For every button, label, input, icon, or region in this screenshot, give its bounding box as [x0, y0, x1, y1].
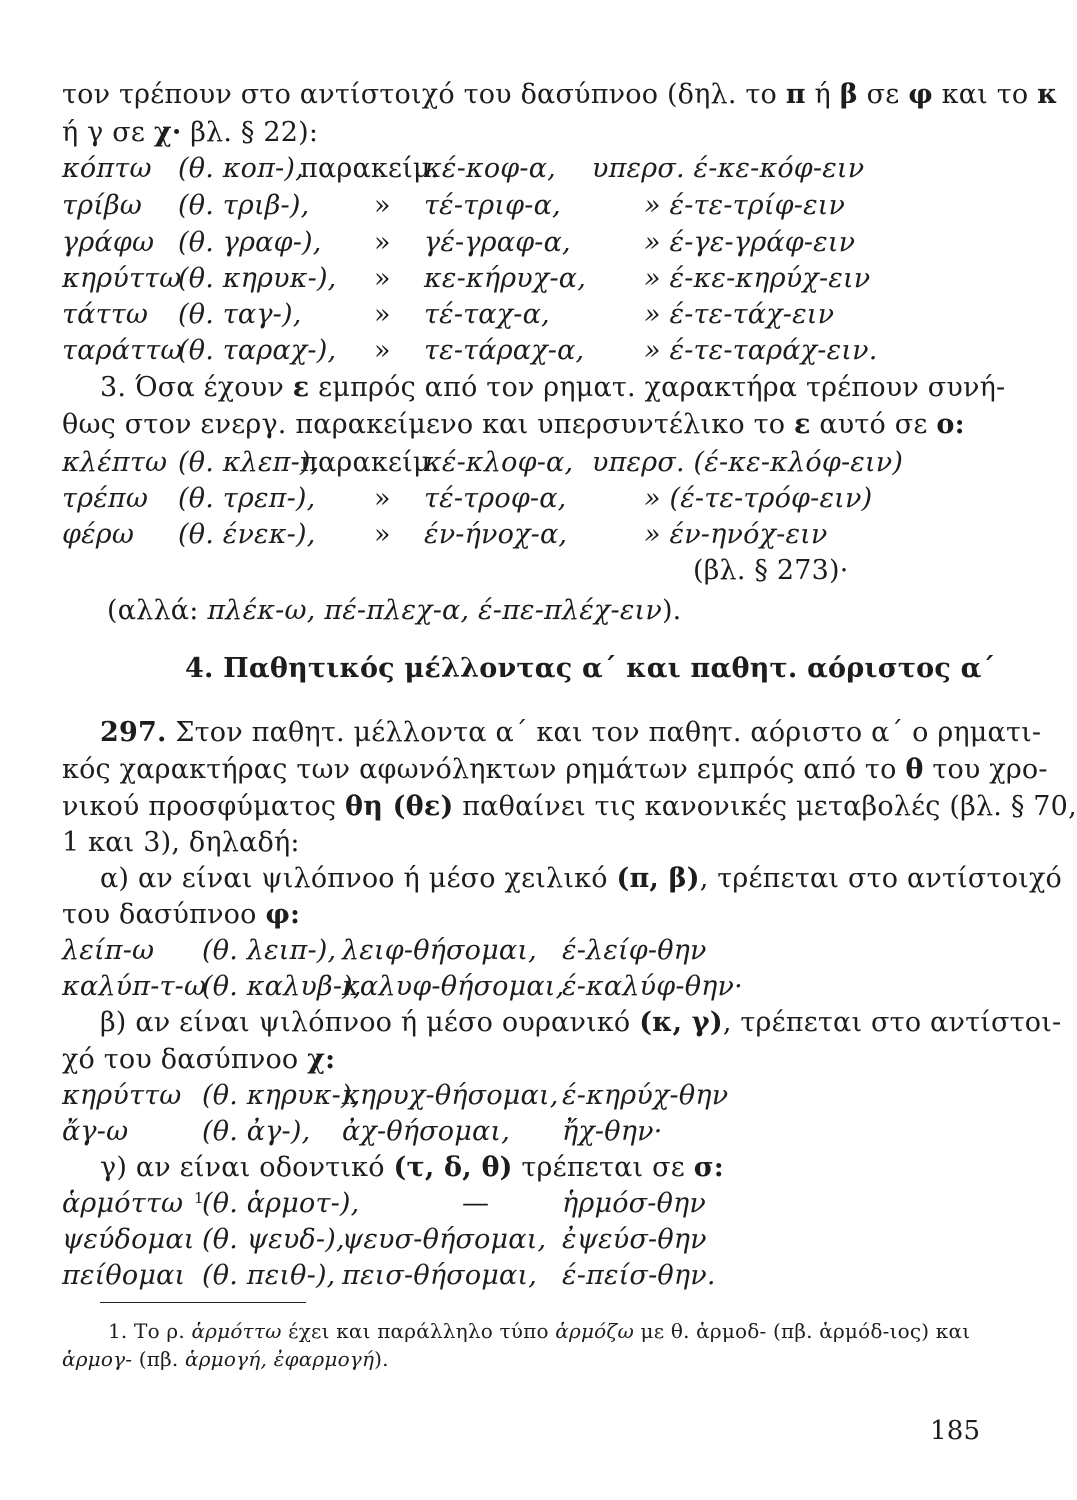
rule-b-line-2: χό του δασύπνοο χ:: [62, 1044, 336, 1075]
rule-b-line-1: β) αν είναι ψιλόπνοο ή μέσο ουρανικό (κ, γ), τρέπεται στο αντίστοι-: [100, 1007, 1062, 1038]
exception-note: (αλλά: πλέκ-ω, πέ-πλεχ-α, έ-πε-πλέχ-ειν).: [107, 595, 682, 626]
rule-a-line-1: α) αν είναι ψιλόπνοο ή μέσο χειλικό (π, β), τρέπεται στο αντίστοιχό: [100, 863, 1062, 894]
intro-line-2: ή γ σε χ· βλ. § 22):: [62, 117, 319, 148]
para297-line-4: 1 και 3), δηλαδή:: [62, 827, 300, 858]
rule-a-line-2: του δασύπνοο φ:: [62, 899, 301, 930]
footnote-line-2: ἁρμογ- (πβ. ἁρμογή, ἐφαρμογή).: [62, 1347, 389, 1371]
rule-c-line-1: γ) αν είναι οδοντικό (τ, δ, θ) τρέπεται σε σ:: [100, 1152, 724, 1183]
para297-line-1: 297. Στον παθητ. μέλλοντα α΄ και τον παθητ. αόριστο α΄ ο ρηματι-: [100, 717, 1042, 748]
book-page: τον τρέπουν στο αντίστοιχό του δασύπνοο (δηλ. το π ή β σε φ και το κ ή γ σε χ· βλ. § 22): κόπτω (θ. κοπ-), παρακείμ. κέ-κοφ-α, υπερσ. έ-κε-κόφ-ειν τρίβω (θ. τριβ-), » τέ-τριφ-α, » έ-τε-τρίφ-ειν γράφω (θ. γραφ-), » γέ-γραφ-α, » έ-γε-γράφ-ειν κηρύττω (θ. κηρυκ-), » κε-κήρυχ-α, » έ-κε-κηρύχ-ειν τάττω (θ. ταγ-), » τέ-ταχ-α, » έ-τε-τάχ-ειν ταράττω (θ. ταραχ-), » τε-τάραχ-α, » έ-τε-ταράχ-ειν. 3. Όσα έχουν ε εμπρός από τον ρηματ. χαρακτήρα τρέπουν συνή- θως στον ενεργ. παρακείμενο και υπερσυντέλικο το ε αυτό σε ο: κλέπτω (θ. κλεπ-), παρακείμ. κέ-κλοφ-α, υπερσ. (έ-κε-κλόφ-ειν) τρέπω (θ. τρεπ-), » τέ-τροφ-α, » (έ-τε-τρόφ-ειν) φέρω (θ. ένεκ-), » έν-ήνοχ-α, » έν-ηνόχ-ειν (βλ. § 273)· (αλλά: πλέκ-ω, πέ-πλεχ-α, έ-πε-πλέχ-ειν). 4. Παθητικός μέλλοντας α΄ και παθητ. αόριστος α΄ 297. Στον παθητ. μέλλοντα α΄ και τον παθητ. αόριστο α΄ ο ρηματι- κός χαρακτήρας των αφωνόληκτων ρημάτων εμπρός από το θ του χρο- νικού προσφύματος θη (θε) παθαίνει τις κανονικές μεταβολές (βλ. § 70, 1 και 3), δηλαδή: α) αν είναι ψιλόπνοο ή μέσο χειλικό (π, β), τρέπεται στο αντίστοιχό του δασύπνοο φ: λείπ-ω (θ. λειπ-), λειφ-θήσομαι, έ-λείφ-θην καλύπ-τ-ω (θ. καλυβ-), καλυφ-θήσομαι, έ-καλύφ-θην· β) αν είναι ψιλόπνοο ή μέσο ουρανικό (κ, γ), τρέπεται στο αντίστοι- χό του δασύπνοο χ: κηρύττω (θ. κηρυκ-), κηρυχ-θήσομαι, έ-κηρύχ-θην ἄγ-ω (θ. ἀγ-), ἀχ-θήσομαι, ἤχ-θην· γ) αν είναι οδοντικό (τ, δ, θ) τρέπεται σε σ: ἁρμόττω 1 (θ. ἁρμοτ-), — ἡρμόσ-θην ψεύδομαι (θ. ψευδ-), ψευσ-θήσομαι, ἐψεύσ-θην πείθομαι (θ. πειθ-), πεισ-θήσομαι, έ-πείσ-θην. 1. Το ρ. ἁρμόττω έχει και παράλληλο τύπο ἁρμόζω με θ. ἁρμοδ- (πβ. ἁρμόδ-ιος) και ἁρμογ- (πβ. ἁρμογή, ἐφαρμογή). 185: [62, 79, 1077, 1446]
footnote-line-1: 1. Το ρ. ἁρμόττω έχει και παράλληλο τύπο ἁρμόζω με θ. ἁρμοδ- (πβ. ἁρμόδ-ιος) και: [108, 1319, 971, 1343]
intro-line-1: τον τρέπουν στο αντίστοιχό του δασύπνοο (δηλ. το π ή β σε φ και το κ: [62, 79, 1058, 110]
section-heading: 4. Παθητικός μέλλοντας α΄ και παθητ. αόριστος α΄: [185, 653, 996, 684]
reference-note: (βλ. § 273)·: [693, 555, 849, 586]
para3-line-1: 3. Όσα έχουν ε εμπρός από τον ρηματ. χαρακτήρα τρέπουν συνή-: [100, 372, 1006, 403]
para297-line-2: κός χαρακτήρας των αφωνόληκτων ρημάτων εμπρός από το θ του χρο-: [62, 754, 1048, 785]
footnote-rule: [100, 1302, 306, 1303]
page-number: 185: [930, 1416, 981, 1446]
footnote-marker: 1: [194, 1189, 204, 1207]
para297-line-3: νικού προσφύματος θη (θε) παθαίνει τις κανονικές μεταβολές (βλ. § 70,: [62, 791, 1077, 822]
para3-line-2: θως στον ενεργ. παρακείμενο και υπερσυντέλικο το ε αυτό σε ο:: [62, 409, 965, 440]
